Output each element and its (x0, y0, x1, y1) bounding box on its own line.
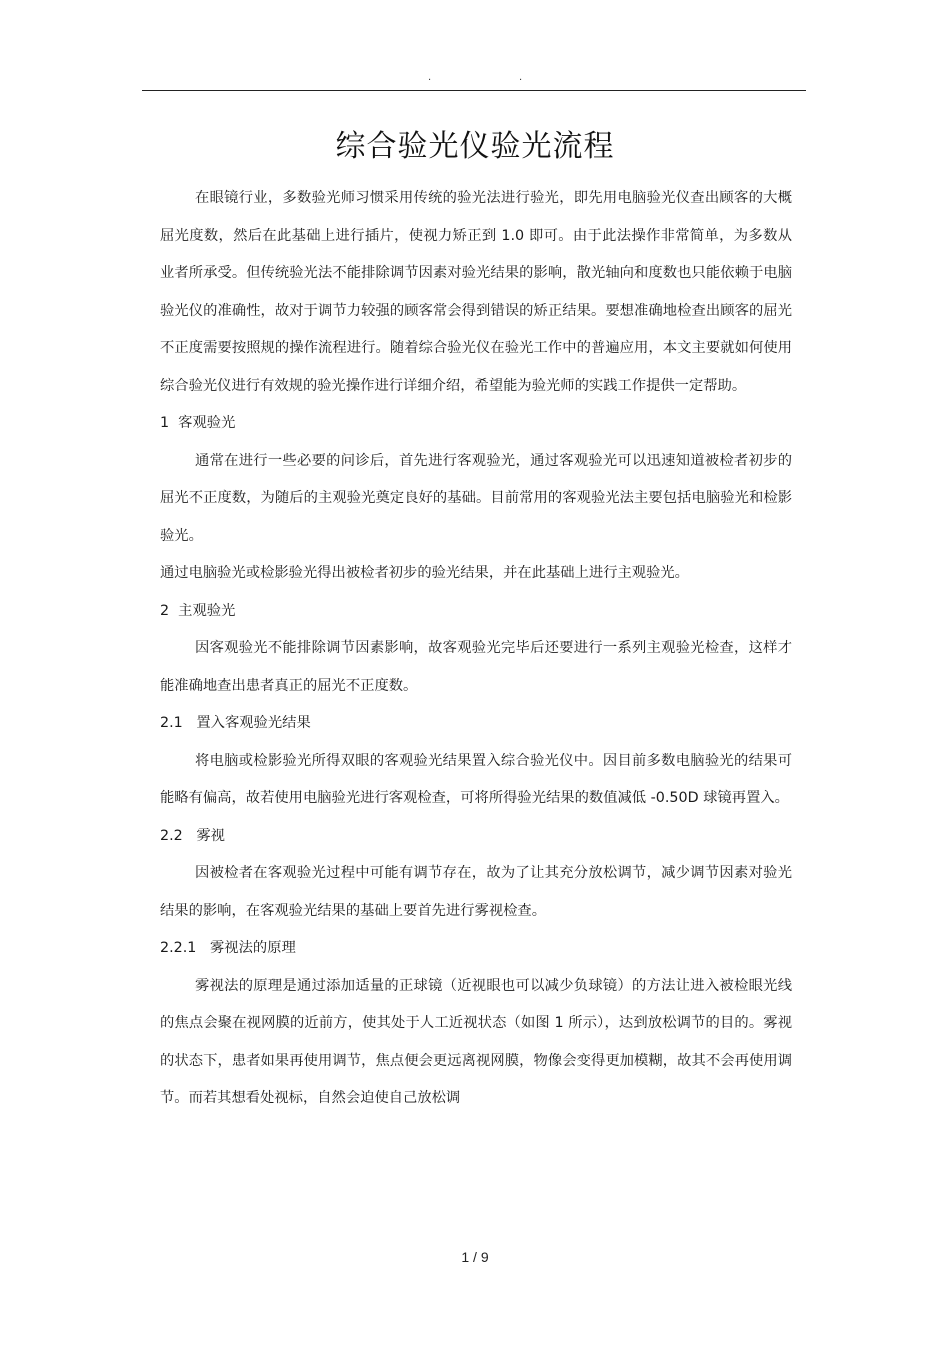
header-dot-right: . (519, 72, 523, 83)
paragraph-2-2-1: 雾视法的原理是通过添加适量的正球镜（近视眼也可以减少负球镜）的方法让进入被检眼光线的焦点会聚在视网膜的近前方，使其处于人工近视状态（如图 1 所示），达到放松调节的目的。雾视的状态下，患者如果再使用调节，焦点便会更远离视网膜，物像会变得更加模糊，故其不会再使用调节。而若其想看处视标，自然会迫使自己放松调 (160, 977, 792, 1106)
header-rule (142, 90, 806, 91)
section-heading-2: 2 主观验光 (160, 602, 236, 619)
document-body (160, 180, 792, 1118)
section-heading-2-2-1: 2.2.1 雾视法的原理 (160, 940, 296, 956)
paragraph-objective-1: 通常在进行一些必要的问诊后，首先进行客观验光，通过客观验光可以迅速知道被检者初步的屈光不正度数，为随后的主观验光奠定良好的基础。目前常用的客观验光法主要包括电脑验光和检影验光。 (160, 452, 792, 544)
header-dot-left: . (428, 72, 432, 83)
page-header (0, 72, 950, 86)
section-heading-2-2: 2.2 雾视 (160, 827, 225, 844)
paragraph-2-2: 因被检者在客观验光过程中可能有调节存在，故为了让其充分放松调节，减少调节因素对验光结果的影响，在客观验光结果的基础上要首先进行雾视检查。 (160, 865, 792, 919)
paragraph-objective-2: 通过电脑验光或检影验光得出被检者初步的验光结果，并在此基础上进行主观验光。 (160, 565, 689, 581)
page-number: 1 / 9 (461, 1249, 489, 1265)
paragraph-subjective: 因客观验光不能排除调节因素影响，故客观验光完毕后还要进行一系列主观验光检查，这样才能准确地查出患者真正的屈光不正度数。 (160, 640, 792, 694)
paragraph-2-1: 将电脑或检影验光所得双眼的客观验光结果置入综合验光仪中。因目前多数电脑验光的结果可能略有偏高，故若使用电脑验光进行客观检查，可将所得验光结果的数值减低 -0.50D 球镜再置入。 (160, 752, 792, 806)
paragraph-intro: 在眼镜行业，多数验光师习惯采用传统的验光法进行验光，即先用电脑验光仪查出顾客的大概屈光度数，然后在此基础上进行插片，使视力矫正到 1.0 即可。由于此法操作非常简单，为多数从业者所承受。但传统验光法不能排除调节因素对验光结果的影响，散光轴向和度数也只能依赖于电脑验光仪的准确性，故对于调节力较强的顾客常会得到错误的矫正结果。要想准确地检查出顾客的屈光不正度需要按照规的操作流程进行。随着综合验光仪在验光工作中的普遍应用，本文主要就如何使用综合验光仪进行有效规的验光操作进行详细介绍，希望能为验光师的实践工作提供一定帮助。 (160, 190, 792, 394)
section-heading-1: 1 客观验光 (160, 415, 236, 431)
document-title: 综合验光仪验光流程 (335, 129, 615, 164)
section-heading-2-1: 2.1 置入客观验光结果 (160, 715, 311, 731)
